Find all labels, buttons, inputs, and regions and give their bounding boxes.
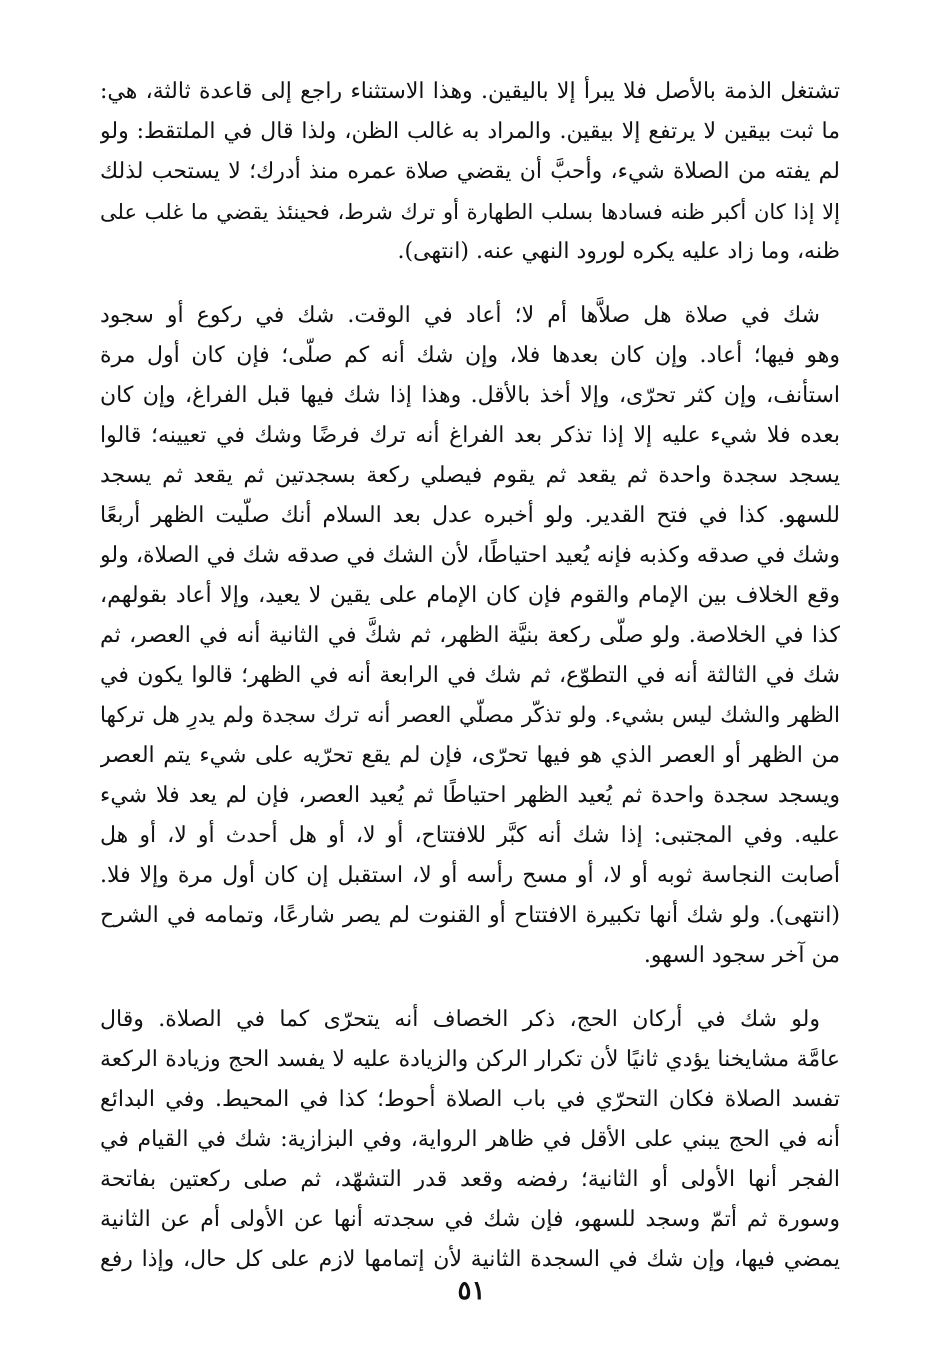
text-line: وقع الخلاف بين الإمام والقوم فإن كان الإمام على يقين لا يعيد، وإلا أعاد بقولهم، (100, 583, 840, 608)
text-line: أنه في الحج يبني على الأقل في ظاهر الرواية، وفي البزازية: شك في القيام في (100, 1127, 840, 1152)
text-line: استأنف، وإن كثر تحرّى، وإلا أخذ بالأقل. وهذا إذا شك فيها قبل الفراغ، وإن كان (100, 383, 840, 408)
text-line: من الظهر أو العصر الذي هو فيها تحرّى، فإن لم يقع تحرّيه على شيء يتم العصر (100, 743, 840, 768)
text-line: بعده فلا شيء عليه إلا إذا تذكر بعد الفراغ أنه ترك فرضًا وشك في تعيينه؛ قالوا (100, 423, 840, 448)
text-line: من آخر سجود السهو. (643, 943, 840, 968)
text-line: عليه. وفي المجتبى: إذا شك أنه كبَّر للافتتاح، أو لا، أو هل أحدث أو لا، أو هل (100, 823, 840, 848)
text-line: إلا إذا كان أكبر ظنه فسادها بسلب الطهارة أو ترك شرط، فحينئذ يقضي ما غلب على (100, 200, 840, 224)
paragraph-1 (100, 72, 840, 272)
text-line: وسورة ثم أتمّ وسجد للسهو، فإن شك في سجدته أنها عن الأولى أم عن الثانية (100, 1207, 840, 1232)
text-line: تفسد الصلاة فكان التحرّي في باب الصلاة أحوط؛ كذا في المحيط. وفي البدائع (100, 1087, 840, 1112)
text-line: عامَّة مشايخنا يؤدي ثانيًا لأن تكرار الركن والزيادة عليه لا يفسد الحج وزيادة الركعة (100, 1047, 840, 1072)
text-line: الفجر أنها الأولى أو الثانية؛ رفضه وقعد قدر التشهّد، ثم صلى ركعتين بفاتحة (100, 1167, 840, 1192)
text-line: الظهر والشك ليس بشيء. ولو تذكّر مصلّي العصر أنه ترك سجدة ولم يدرِ هل تركها (100, 703, 840, 728)
text-line: يمضي فيها، وإن شك في السجدة الثانية لأن إتمامها لازم على كل حال، وإذا رفع (100, 1247, 840, 1272)
page-number: ٥١ (457, 1276, 486, 1306)
text-line: لم يفته من الصلاة شيء، وأحبَّ أن يقضي صلاة عمره منذ أدرك؛ لا يستحب لذلك (100, 159, 840, 184)
text-line: ما ثبت بيقين لا يرتفع إلا بيقين. والمراد به غالب الظن، ولذا قال في الملتقط: ولو (100, 119, 840, 144)
text-line: كذا في الخلاصة. ولو صلّى ركعة بنيَّة الظهر، ثم شكَّ في الثانية أنه في العصر، ثم (100, 623, 840, 648)
paragraph-gap (100, 976, 840, 1000)
text-line: وشك في صدقه وكذبه فإنه يُعيد احتياطًا، لأن الشك في صدقه شك في الصلاة، ولو (100, 543, 840, 568)
page-body (100, 72, 840, 1280)
text-line: شك في الثالثة أنه في التطوّع، ثم شك في الرابعة أنه في الظهر؛ قالوا يكون في (100, 663, 840, 688)
text-line: وهو فيها؛ أعاد. وإن كان بعدها فلا، وإن شك أنه كم صلّى؛ فإن كان أول مرة (100, 343, 840, 368)
paragraph-3 (100, 1000, 840, 1280)
text-line: للسهو. كذا في فتح القدير. ولو أخبره عدل بعد السلام أنك صلّيت الظهر أربعًا (100, 503, 840, 528)
paragraph-2 (100, 296, 840, 976)
text-line: يسجد سجدة واحدة ثم يقعد ثم يقوم فيصلي ركعة بسجدتين ثم يقعد ثم يسجد (100, 463, 840, 488)
text-line: ويسجد سجدة واحدة ثم يُعيد الظهر احتياطًا ثم يُعيد العصر، فإن لم يعد فلا شيء (100, 783, 840, 808)
paragraph-gap (100, 272, 840, 296)
text-line: أصابت النجاسة ثوبه أو لا، أو مسح رأسه أو لا، استقبل إن كان أول مرة وإلا فلا. (100, 863, 840, 888)
text-line: شك في صلاة هل صلاَّها أم لا؛ أعاد في الوقت. شك في ركوع أو سجود (100, 303, 820, 328)
text-line: ظنه، وما زاد عليه يكره لورود النهي عنه. (انتهى). (397, 239, 840, 264)
text-line: (انتهى). ولو شك أنها تكبيرة الافتتاح أو القنوت لم يصر شارعًا، وتمامه في الشرح (100, 903, 840, 928)
text-line: تشتغل الذمة بالأصل فلا يبرأ إلا باليقين. وهذا الاستثناء راجع إلى قاعدة ثالثة، هي: (100, 79, 840, 104)
text-line: ولو شك في أركان الحج، ذكر الخصاف أنه يتحرّى كما في الصلاة. وقال (100, 1007, 820, 1032)
